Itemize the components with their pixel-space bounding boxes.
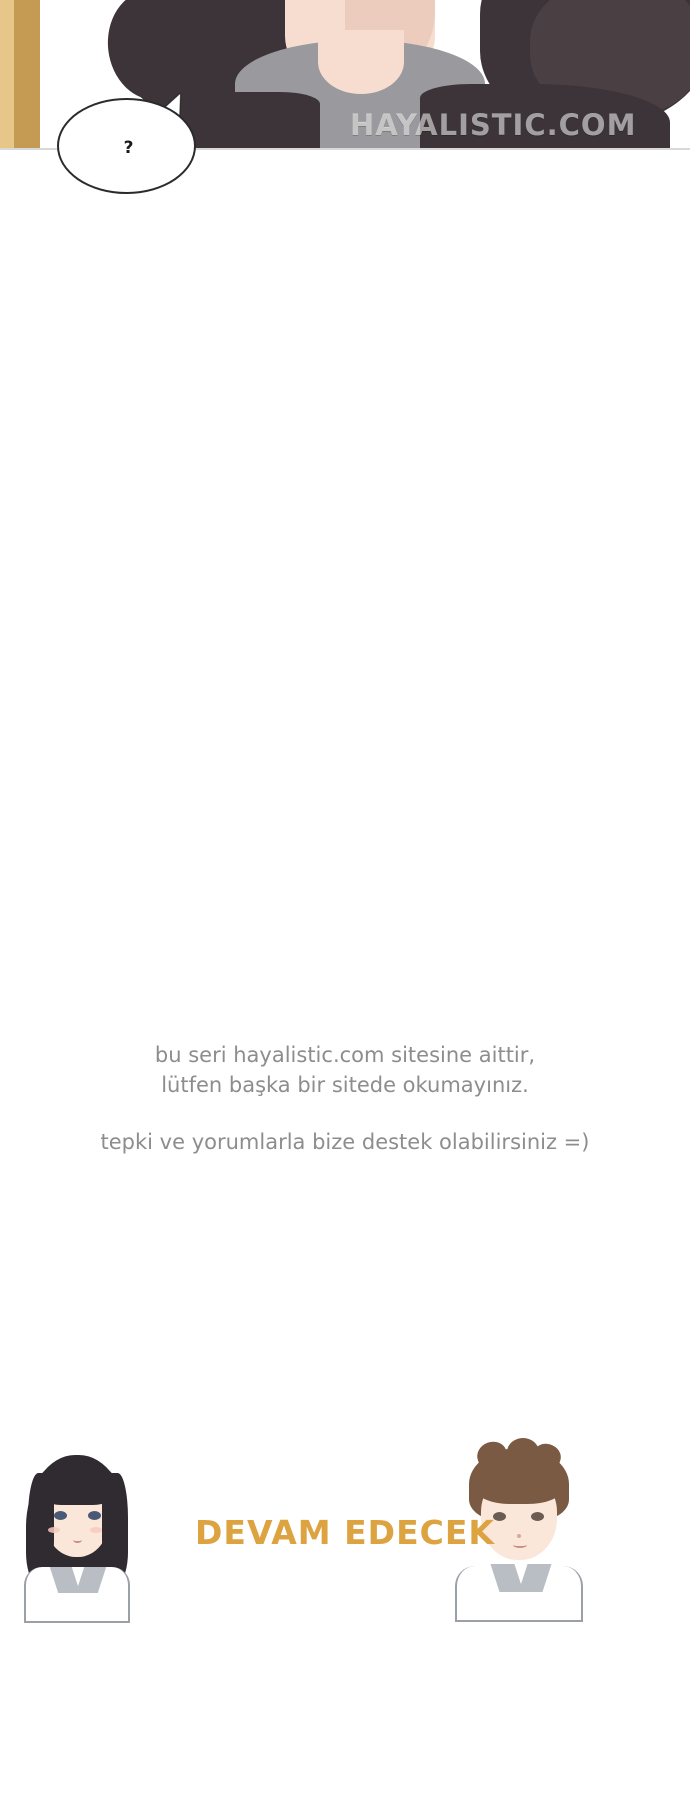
background-wall-highlight <box>0 0 14 150</box>
to-be-continued-text: DEVAM EDECEK <box>195 1513 495 1552</box>
credits-block <box>0 1040 690 1157</box>
boy-hair-fringe <box>477 1470 561 1504</box>
girl-shirt <box>24 1567 130 1623</box>
boy-shirt <box>455 1566 583 1622</box>
credits-line-1: bu seri hayalistic.com sitesine aittir, <box>154 1043 536 1067</box>
speech-bubble <box>57 98 196 194</box>
character-chest <box>318 30 404 94</box>
speech-bubble-text: ? <box>123 138 134 158</box>
watermark-text: HAYALISTIC.COM <box>350 108 637 142</box>
credits-line-3: tepki ve yorumlarla bize destek olabilirsiniz =) <box>100 1129 590 1154</box>
credits-line-2: lütfen başka bir sitede okumayınız. <box>161 1073 529 1098</box>
